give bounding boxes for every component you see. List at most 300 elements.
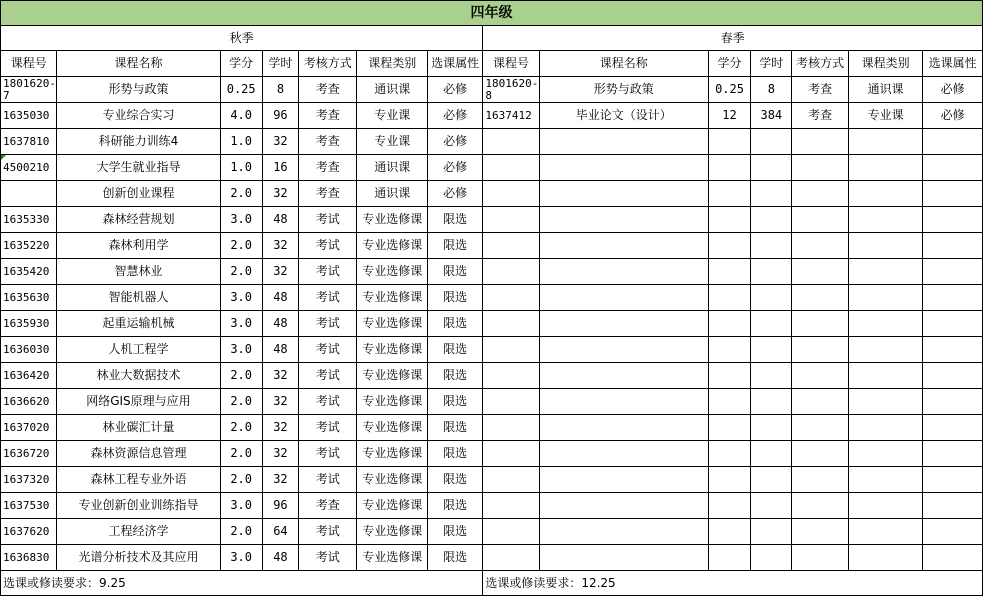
spring-course-name-cell bbox=[539, 493, 708, 519]
spring-hours-cell bbox=[751, 233, 792, 259]
spring-course-category-cell bbox=[848, 467, 923, 493]
autumn-assessment-cell: 考试 bbox=[299, 519, 357, 545]
spring-assessment-cell bbox=[792, 519, 848, 545]
autumn-elective-attribute-cell: 限选 bbox=[427, 441, 482, 467]
table-row bbox=[1, 285, 983, 311]
autumn-header: 秋季 bbox=[1, 26, 483, 51]
spring-course-name-cell: 毕业论文（设计） bbox=[539, 103, 708, 129]
autumn-credits-cell: 3.0 bbox=[220, 545, 262, 571]
table-row bbox=[1, 519, 983, 545]
spring-hours-cell bbox=[751, 181, 792, 207]
autumn-course-category-cell: 专业选修课 bbox=[357, 389, 427, 415]
col-header: 考核方式 bbox=[299, 51, 357, 77]
autumn-hours-cell: 48 bbox=[262, 285, 298, 311]
autumn-course-name-cell: 工程经济学 bbox=[57, 519, 220, 545]
spring-elective-attribute-cell bbox=[923, 207, 983, 233]
col-header: 课程名称 bbox=[539, 51, 708, 77]
spring-assessment-cell: 考查 bbox=[792, 77, 848, 103]
spring-assessment-cell bbox=[792, 389, 848, 415]
col-header: 课程号 bbox=[1, 51, 57, 77]
table-row bbox=[1, 181, 983, 207]
spring-course-name-cell bbox=[539, 311, 708, 337]
autumn-credits-cell: 2.0 bbox=[220, 441, 262, 467]
spring-hours-cell bbox=[751, 285, 792, 311]
spring-course-name-cell bbox=[539, 441, 708, 467]
table-row bbox=[1, 207, 983, 233]
autumn-hours-cell: 64 bbox=[262, 519, 298, 545]
spring-course-category-cell bbox=[848, 415, 923, 441]
autumn-elective-attribute-cell: 限选 bbox=[427, 285, 482, 311]
col-header: 课程类别 bbox=[357, 51, 427, 77]
autumn-hours-cell: 48 bbox=[262, 337, 298, 363]
autumn-elective-attribute-cell: 必修 bbox=[427, 155, 482, 181]
spring-course-code-cell bbox=[483, 493, 539, 519]
spring-hours-cell bbox=[751, 311, 792, 337]
spring-elective-attribute-cell bbox=[923, 259, 983, 285]
table-row bbox=[1, 545, 983, 571]
spring-course-category-cell bbox=[848, 233, 923, 259]
autumn-assessment-cell: 考试 bbox=[299, 285, 357, 311]
spring-assessment-cell bbox=[792, 337, 848, 363]
autumn-elective-attribute-cell: 限选 bbox=[427, 207, 482, 233]
autumn-course-code-cell: 1635630 bbox=[1, 285, 57, 311]
autumn-credits-cell: 2.0 bbox=[220, 467, 262, 493]
spring-course-category-cell bbox=[848, 337, 923, 363]
autumn-course-code-cell bbox=[1, 181, 57, 207]
autumn-credits-cell: 2.0 bbox=[220, 519, 262, 545]
spring-credits-cell bbox=[708, 363, 750, 389]
spring-elective-attribute-cell bbox=[923, 493, 983, 519]
spring-course-category-cell bbox=[848, 545, 923, 571]
autumn-credits-cell: 1.0 bbox=[220, 129, 262, 155]
autumn-course-code-cell: 1636420 bbox=[1, 363, 57, 389]
autumn-hours-cell: 48 bbox=[262, 311, 298, 337]
autumn-hours-cell: 16 bbox=[262, 155, 298, 181]
autumn-course-category-cell: 通识课 bbox=[357, 77, 427, 103]
spring-course-code-cell bbox=[483, 519, 539, 545]
autumn-course-code-cell: 1636720 bbox=[1, 441, 57, 467]
autumn-credits-cell: 3.0 bbox=[220, 311, 262, 337]
autumn-elective-attribute-cell: 限选 bbox=[427, 389, 482, 415]
autumn-course-name-cell: 森林资源信息管理 bbox=[57, 441, 220, 467]
spring-assessment-cell bbox=[792, 441, 848, 467]
autumn-course-name-cell: 形势与政策 bbox=[57, 77, 220, 103]
spring-course-code-cell bbox=[483, 155, 539, 181]
spring-course-name-cell bbox=[539, 519, 708, 545]
autumn-assessment-cell: 考试 bbox=[299, 389, 357, 415]
autumn-assessment-cell: 考查 bbox=[299, 493, 357, 519]
autumn-elective-attribute-cell: 限选 bbox=[427, 337, 482, 363]
table-row bbox=[1, 415, 983, 441]
autumn-assessment-cell: 考试 bbox=[299, 233, 357, 259]
spring-course-category-cell bbox=[848, 493, 923, 519]
spring-course-name-cell bbox=[539, 363, 708, 389]
spring-course-name-cell bbox=[539, 545, 708, 571]
autumn-course-category-cell: 专业选修课 bbox=[357, 519, 427, 545]
spring-credits-cell bbox=[708, 311, 750, 337]
spring-elective-attribute-cell bbox=[923, 311, 983, 337]
spring-assessment-cell bbox=[792, 363, 848, 389]
autumn-course-category-cell: 专业选修课 bbox=[357, 337, 427, 363]
spring-elective-attribute-cell bbox=[923, 233, 983, 259]
autumn-course-name-cell: 智能机器人 bbox=[57, 285, 220, 311]
autumn-course-category-cell: 专业选修课 bbox=[357, 207, 427, 233]
spring-course-code-cell bbox=[483, 311, 539, 337]
autumn-requirement: 选课或修读要求：9.25 bbox=[1, 571, 483, 596]
autumn-course-category-cell: 专业选修课 bbox=[357, 441, 427, 467]
spring-course-category-cell bbox=[848, 129, 923, 155]
autumn-course-category-cell: 专业选修课 bbox=[357, 493, 427, 519]
autumn-elective-attribute-cell: 必修 bbox=[427, 129, 482, 155]
autumn-course-name-cell: 森林经营规划 bbox=[57, 207, 220, 233]
spring-course-name-cell bbox=[539, 129, 708, 155]
autumn-hours-cell: 32 bbox=[262, 467, 298, 493]
spring-course-name-cell bbox=[539, 337, 708, 363]
spring-course-code-cell bbox=[483, 181, 539, 207]
autumn-credits-cell: 4.0 bbox=[220, 103, 262, 129]
table-row bbox=[1, 493, 983, 519]
autumn-credits-cell: 2.0 bbox=[220, 415, 262, 441]
autumn-elective-attribute-cell: 限选 bbox=[427, 493, 482, 519]
spring-credits-cell bbox=[708, 389, 750, 415]
spring-course-category-cell bbox=[848, 285, 923, 311]
table-row bbox=[1, 233, 983, 259]
spring-assessment-cell bbox=[792, 155, 848, 181]
autumn-course-category-cell: 专业选修课 bbox=[357, 285, 427, 311]
spring-assessment-cell bbox=[792, 129, 848, 155]
spring-hours-cell bbox=[751, 259, 792, 285]
spring-elective-attribute-cell bbox=[923, 129, 983, 155]
col-header: 课程类别 bbox=[848, 51, 923, 77]
spring-course-category-cell bbox=[848, 389, 923, 415]
col-header: 学时 bbox=[262, 51, 298, 77]
autumn-credits-cell: 1.0 bbox=[220, 155, 262, 181]
autumn-course-code-cell: 1801620-7 bbox=[1, 77, 57, 103]
spring-course-category-cell bbox=[848, 441, 923, 467]
autumn-course-category-cell: 通识课 bbox=[357, 155, 427, 181]
spring-credits-cell bbox=[708, 181, 750, 207]
spring-credits-cell bbox=[708, 129, 750, 155]
autumn-course-name-cell: 林业碳汇计量 bbox=[57, 415, 220, 441]
spring-course-code-cell bbox=[483, 363, 539, 389]
autumn-course-category-cell: 专业选修课 bbox=[357, 467, 427, 493]
autumn-course-name-cell: 智慧林业 bbox=[57, 259, 220, 285]
spring-course-name-cell bbox=[539, 415, 708, 441]
table-row bbox=[1, 467, 983, 493]
autumn-course-code-cell: 1637620 bbox=[1, 519, 57, 545]
spring-elective-attribute-cell: 必修 bbox=[923, 103, 983, 129]
col-header: 课程名称 bbox=[57, 51, 220, 77]
spring-assessment-cell bbox=[792, 415, 848, 441]
spring-credits-cell bbox=[708, 233, 750, 259]
spring-course-name-cell bbox=[539, 207, 708, 233]
table-row bbox=[1, 129, 983, 155]
autumn-hours-cell: 48 bbox=[262, 207, 298, 233]
table-row bbox=[1, 441, 983, 467]
spring-assessment-cell bbox=[792, 181, 848, 207]
autumn-course-category-cell: 专业课 bbox=[357, 103, 427, 129]
spring-hours-cell bbox=[751, 155, 792, 181]
table-row bbox=[1, 363, 983, 389]
autumn-hours-cell: 32 bbox=[262, 389, 298, 415]
spring-course-code-cell bbox=[483, 337, 539, 363]
spring-credits-cell bbox=[708, 467, 750, 493]
autumn-hours-cell: 48 bbox=[262, 545, 298, 571]
spring-elective-attribute-cell bbox=[923, 337, 983, 363]
spring-elective-attribute-cell bbox=[923, 441, 983, 467]
table-row bbox=[1, 155, 983, 181]
autumn-course-code-cell: 1636030 bbox=[1, 337, 57, 363]
autumn-course-code-cell: 1635220 bbox=[1, 233, 57, 259]
autumn-credits-cell: 2.0 bbox=[220, 181, 262, 207]
autumn-course-category-cell: 专业选修课 bbox=[357, 259, 427, 285]
spring-credits-cell: 0.25 bbox=[708, 77, 750, 103]
spring-hours-cell bbox=[751, 389, 792, 415]
autumn-assessment-cell: 考试 bbox=[299, 259, 357, 285]
spring-header: 春季 bbox=[483, 26, 983, 51]
autumn-assessment-cell: 考试 bbox=[299, 363, 357, 389]
autumn-credits-cell: 2.0 bbox=[220, 233, 262, 259]
spring-credits-cell bbox=[708, 545, 750, 571]
spring-course-code-cell: 1637412 bbox=[483, 103, 539, 129]
spring-credits-cell: 12 bbox=[708, 103, 750, 129]
spring-assessment-cell bbox=[792, 285, 848, 311]
autumn-assessment-cell: 考查 bbox=[299, 77, 357, 103]
autumn-course-category-cell: 专业课 bbox=[357, 129, 427, 155]
autumn-course-name-cell: 大学生就业指导 bbox=[57, 155, 220, 181]
autumn-course-name-cell: 林业大数据技术 bbox=[57, 363, 220, 389]
autumn-course-code-cell: 1637810 bbox=[1, 129, 57, 155]
autumn-course-category-cell: 专业选修课 bbox=[357, 415, 427, 441]
autumn-course-name-cell: 人机工程学 bbox=[57, 337, 220, 363]
spring-assessment-cell bbox=[792, 545, 848, 571]
spring-credits-cell bbox=[708, 285, 750, 311]
spring-course-name-cell bbox=[539, 259, 708, 285]
autumn-course-category-cell: 通识课 bbox=[357, 181, 427, 207]
spring-course-name-cell bbox=[539, 285, 708, 311]
col-header: 选课属性 bbox=[427, 51, 482, 77]
spring-course-category-cell bbox=[848, 311, 923, 337]
autumn-course-code-cell: 1637320 bbox=[1, 467, 57, 493]
autumn-course-code-cell: 1636620 bbox=[1, 389, 57, 415]
autumn-credits-cell: 2.0 bbox=[220, 259, 262, 285]
spring-elective-attribute-cell bbox=[923, 519, 983, 545]
spring-assessment-cell bbox=[792, 311, 848, 337]
spring-hours-cell: 384 bbox=[751, 103, 792, 129]
autumn-course-category-cell: 专业选修课 bbox=[357, 363, 427, 389]
spring-credits-cell bbox=[708, 155, 750, 181]
spring-course-category-cell: 专业课 bbox=[848, 103, 923, 129]
spring-assessment-cell bbox=[792, 233, 848, 259]
autumn-elective-attribute-cell: 必修 bbox=[427, 77, 482, 103]
spring-course-code-cell bbox=[483, 233, 539, 259]
col-header: 课程号 bbox=[483, 51, 539, 77]
spring-course-code-cell bbox=[483, 467, 539, 493]
spring-assessment-cell bbox=[792, 467, 848, 493]
autumn-course-name-cell: 森林工程专业外语 bbox=[57, 467, 220, 493]
spring-hours-cell bbox=[751, 493, 792, 519]
spring-course-category-cell bbox=[848, 181, 923, 207]
spring-credits-cell bbox=[708, 493, 750, 519]
spring-elective-attribute-cell bbox=[923, 415, 983, 441]
autumn-assessment-cell: 考试 bbox=[299, 441, 357, 467]
spring-course-category-cell bbox=[848, 155, 923, 181]
spring-course-code-cell bbox=[483, 259, 539, 285]
spring-elective-attribute-cell bbox=[923, 363, 983, 389]
spring-hours-cell bbox=[751, 441, 792, 467]
autumn-course-name-cell: 光谱分析技术及其应用 bbox=[57, 545, 220, 571]
autumn-course-code-cell: 1637530 bbox=[1, 493, 57, 519]
autumn-elective-attribute-cell: 限选 bbox=[427, 545, 482, 571]
spring-course-code-cell bbox=[483, 285, 539, 311]
autumn-credits-cell: 3.0 bbox=[220, 493, 262, 519]
autumn-credits-cell: 3.0 bbox=[220, 337, 262, 363]
spring-elective-attribute-cell: 必修 bbox=[923, 77, 983, 103]
spring-hours-cell bbox=[751, 415, 792, 441]
spring-assessment-cell bbox=[792, 207, 848, 233]
autumn-course-category-cell: 专业选修课 bbox=[357, 311, 427, 337]
autumn-assessment-cell: 考查 bbox=[299, 181, 357, 207]
spring-course-category-cell bbox=[848, 207, 923, 233]
spring-course-category-cell bbox=[848, 363, 923, 389]
autumn-hours-cell: 32 bbox=[262, 363, 298, 389]
autumn-credits-cell: 2.0 bbox=[220, 363, 262, 389]
autumn-credits-cell: 3.0 bbox=[220, 207, 262, 233]
spring-hours-cell bbox=[751, 519, 792, 545]
spring-credits-cell bbox=[708, 519, 750, 545]
spring-course-code-cell bbox=[483, 207, 539, 233]
col-header: 选课属性 bbox=[923, 51, 983, 77]
autumn-course-category-cell: 专业选修课 bbox=[357, 233, 427, 259]
spring-hours-cell bbox=[751, 363, 792, 389]
spring-course-code-cell: 1801620-8 bbox=[483, 77, 539, 103]
column-header-row bbox=[1, 51, 983, 77]
spring-credits-cell bbox=[708, 207, 750, 233]
autumn-assessment-cell: 考查 bbox=[299, 129, 357, 155]
autumn-assessment-cell: 考试 bbox=[299, 311, 357, 337]
autumn-elective-attribute-cell: 限选 bbox=[427, 467, 482, 493]
spring-hours-cell bbox=[751, 129, 792, 155]
spring-elective-attribute-cell bbox=[923, 181, 983, 207]
table-row bbox=[1, 103, 983, 129]
spring-requirement: 选课或修读要求：12.25 bbox=[483, 571, 983, 596]
autumn-course-name-cell: 起重运输机械 bbox=[57, 311, 220, 337]
autumn-hours-cell: 32 bbox=[262, 415, 298, 441]
autumn-course-name-cell: 专业综合实习 bbox=[57, 103, 220, 129]
spring-assessment-cell: 考查 bbox=[792, 103, 848, 129]
autumn-course-name-cell: 科研能力训练4 bbox=[57, 129, 220, 155]
autumn-assessment-cell: 考查 bbox=[299, 155, 357, 181]
spring-course-name-cell bbox=[539, 181, 708, 207]
autumn-course-name-cell: 创新创业课程 bbox=[57, 181, 220, 207]
autumn-course-name-cell: 森林利用学 bbox=[57, 233, 220, 259]
spring-elective-attribute-cell bbox=[923, 285, 983, 311]
autumn-course-category-cell: 专业选修课 bbox=[357, 545, 427, 571]
col-header: 考核方式 bbox=[792, 51, 848, 77]
spring-course-name-cell bbox=[539, 389, 708, 415]
autumn-hours-cell: 32 bbox=[262, 129, 298, 155]
spring-course-name-cell bbox=[539, 233, 708, 259]
autumn-elective-attribute-cell: 必修 bbox=[427, 181, 482, 207]
autumn-elective-attribute-cell: 限选 bbox=[427, 415, 482, 441]
autumn-course-code-cell: 1635420 bbox=[1, 259, 57, 285]
autumn-elective-attribute-cell: 限选 bbox=[427, 259, 482, 285]
grade-title: 四年级 bbox=[1, 1, 983, 26]
autumn-hours-cell: 32 bbox=[262, 233, 298, 259]
spring-course-code-cell bbox=[483, 129, 539, 155]
spring-course-name-cell: 形势与政策 bbox=[539, 77, 708, 103]
spring-elective-attribute-cell bbox=[923, 155, 983, 181]
autumn-elective-attribute-cell: 限选 bbox=[427, 233, 482, 259]
autumn-course-code-cell: 1636830 bbox=[1, 545, 57, 571]
autumn-course-name-cell: 网络GIS原理与应用 bbox=[57, 389, 220, 415]
autumn-course-name-cell: 专业创新创业训练指导 bbox=[57, 493, 220, 519]
autumn-hours-cell: 32 bbox=[262, 441, 298, 467]
table-row bbox=[1, 311, 983, 337]
spring-elective-attribute-cell bbox=[923, 467, 983, 493]
autumn-course-code-cell: 1635930 bbox=[1, 311, 57, 337]
spring-course-code-cell bbox=[483, 545, 539, 571]
autumn-course-code-cell: 1635330 bbox=[1, 207, 57, 233]
autumn-course-code-cell: 4500210 bbox=[1, 155, 57, 181]
autumn-assessment-cell: 考试 bbox=[299, 545, 357, 571]
autumn-assessment-cell: 考试 bbox=[299, 337, 357, 363]
spring-assessment-cell bbox=[792, 259, 848, 285]
spring-hours-cell bbox=[751, 467, 792, 493]
spring-credits-cell bbox=[708, 415, 750, 441]
autumn-assessment-cell: 考试 bbox=[299, 207, 357, 233]
spring-credits-cell bbox=[708, 337, 750, 363]
spring-course-name-cell bbox=[539, 467, 708, 493]
autumn-elective-attribute-cell: 限选 bbox=[427, 519, 482, 545]
autumn-course-code-cell: 1637020 bbox=[1, 415, 57, 441]
table-row bbox=[1, 389, 983, 415]
col-header: 学时 bbox=[751, 51, 792, 77]
col-header: 学分 bbox=[708, 51, 750, 77]
spring-hours-cell bbox=[751, 337, 792, 363]
spring-hours-cell bbox=[751, 545, 792, 571]
spring-course-code-cell bbox=[483, 441, 539, 467]
table-row bbox=[1, 77, 983, 103]
spring-elective-attribute-cell bbox=[923, 389, 983, 415]
table-row bbox=[1, 337, 983, 363]
spring-credits-cell bbox=[708, 441, 750, 467]
autumn-assessment-cell: 考试 bbox=[299, 467, 357, 493]
spring-course-category-cell: 通识课 bbox=[848, 77, 923, 103]
autumn-hours-cell: 96 bbox=[262, 493, 298, 519]
autumn-elective-attribute-cell: 限选 bbox=[427, 363, 482, 389]
spring-credits-cell bbox=[708, 259, 750, 285]
autumn-credits-cell: 0.25 bbox=[220, 77, 262, 103]
spring-hours-cell bbox=[751, 207, 792, 233]
table-row bbox=[1, 259, 983, 285]
autumn-course-code-cell: 1635030 bbox=[1, 103, 57, 129]
spring-course-code-cell bbox=[483, 389, 539, 415]
spring-hours-cell: 8 bbox=[751, 77, 792, 103]
spring-course-category-cell bbox=[848, 259, 923, 285]
spring-assessment-cell bbox=[792, 493, 848, 519]
autumn-hours-cell: 32 bbox=[262, 259, 298, 285]
autumn-assessment-cell: 考试 bbox=[299, 415, 357, 441]
spring-elective-attribute-cell bbox=[923, 545, 983, 571]
autumn-credits-cell: 2.0 bbox=[220, 389, 262, 415]
autumn-credits-cell: 3.0 bbox=[220, 285, 262, 311]
autumn-elective-attribute-cell: 限选 bbox=[427, 311, 482, 337]
autumn-hours-cell: 96 bbox=[262, 103, 298, 129]
col-header: 学分 bbox=[220, 51, 262, 77]
spring-course-name-cell bbox=[539, 155, 708, 181]
spring-course-category-cell bbox=[848, 519, 923, 545]
